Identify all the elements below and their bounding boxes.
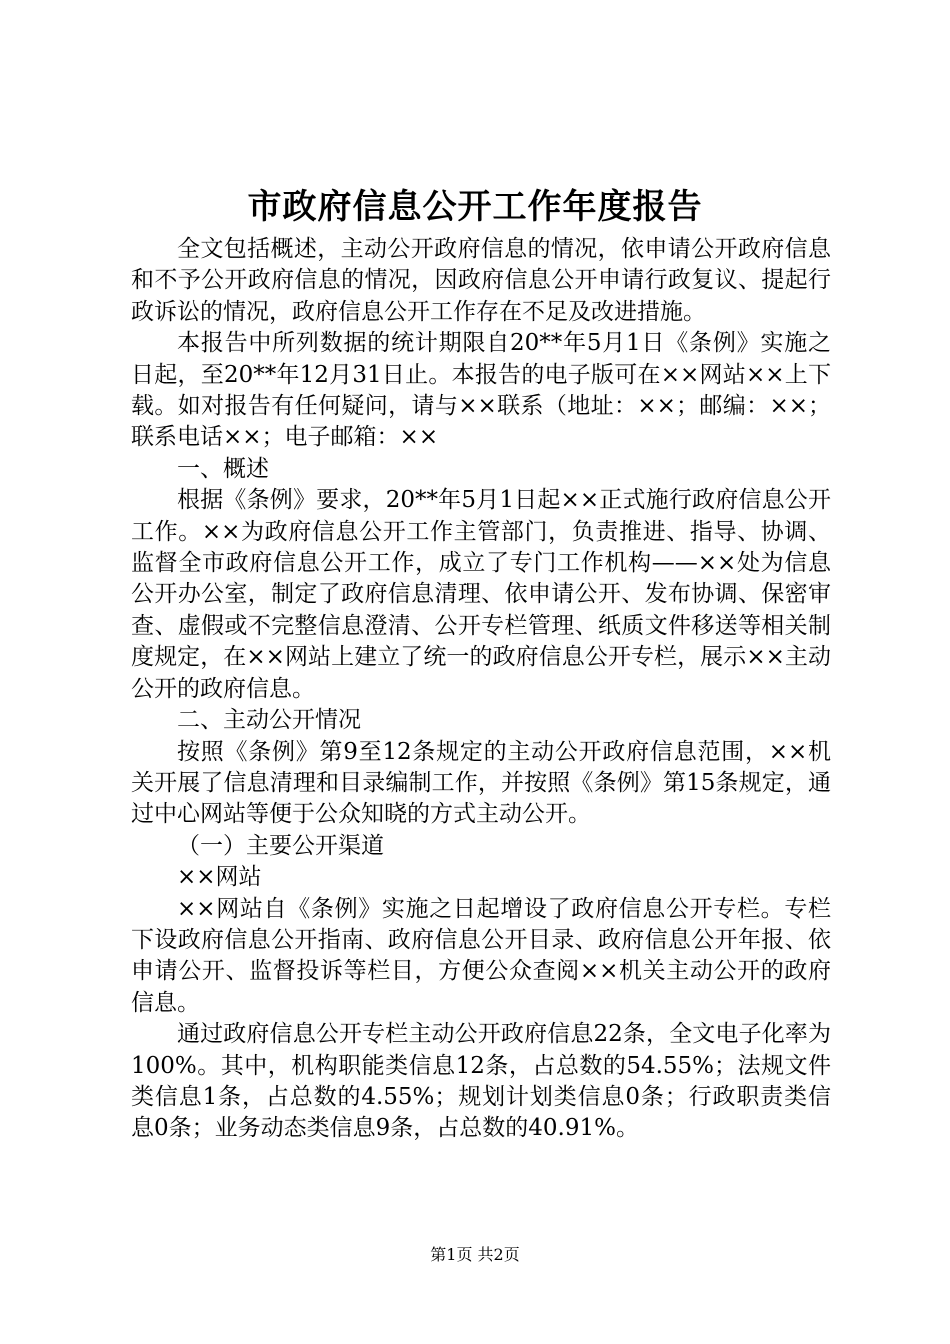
paragraph-statistics-period: 本报告中所列数据的统计期限自20**年5月1日《条例》实施之日起，至20**年12月31日止。本报告的电子版可在××网站××上下载。如对报告有任何疑问，请与××联系（地址：××；邮编：××；联系电话××；电子邮箱：×× <box>131 330 831 451</box>
document-body <box>131 234 831 1145</box>
paragraph-statistics: 通过政府信息公开专栏主动公开政府信息22条，全文电子化率为100%。其中，机构职能类信息12条，占总数的54.55%；法规文件类信息1条，占总数的4.55%；规划计划类信息0条；行政职责类信息0条；业务动态类信息9条，占总数的40.91%。 <box>131 1021 831 1142</box>
heading-main-channels: （一）主要公开渠道 <box>177 832 384 859</box>
paragraph-summary: 全文包括概述，主动公开政府信息的情况，依申请公开政府信息和不予公开政府信息的情况，因政府信息公开申请行政复议、提起行政诉讼的情况，政府信息公开工作存在不足及改进措施。 <box>131 236 831 325</box>
paragraph-active-disclosure: 按照《条例》第9至12条规定的主动公开政府信息范围，××机关开展了信息清理和目录编制工作，并按照《条例》第15条规定，通过中心网站等便于公众知晓的方式主动公开。 <box>131 738 831 828</box>
paragraph-website: ××网站自《条例》实施之日起增设了政府信息公开专栏。专栏下设政府信息公开指南、政府信息公开目录、政府信息公开年报、依申请公开、监督投诉等栏目，方便公众查阅××机关主动公开的政府信息。 <box>131 895 831 1016</box>
heading-active-disclosure: 二、主动公开情况 <box>177 707 361 734</box>
paragraph-overview: 根据《条例》要求，20**年5月1日起××正式施行政府信息公开工作。××为政府信息公开工作主管部门，负责推进、指导、协调、监督全市政府信息公开工作，成立了专门工作机构——××处为信息公开办公室，制定了政府信息清理、依申请公开、发布协调、保密审查、虚假或不完整信息澄清、公开专栏管理、纸质文件移送等相关制度规定，在××网站上建立了统一的政府信息公开专栏，展示××主动公开的政府信息。 <box>131 487 831 702</box>
document-title: 市政府信息公开工作年度报告 <box>247 187 703 227</box>
page-number: 第1页 共2页 <box>430 1245 520 1264</box>
heading-overview: 一、概述 <box>177 455 269 482</box>
heading-website: ××网站 <box>177 864 262 891</box>
